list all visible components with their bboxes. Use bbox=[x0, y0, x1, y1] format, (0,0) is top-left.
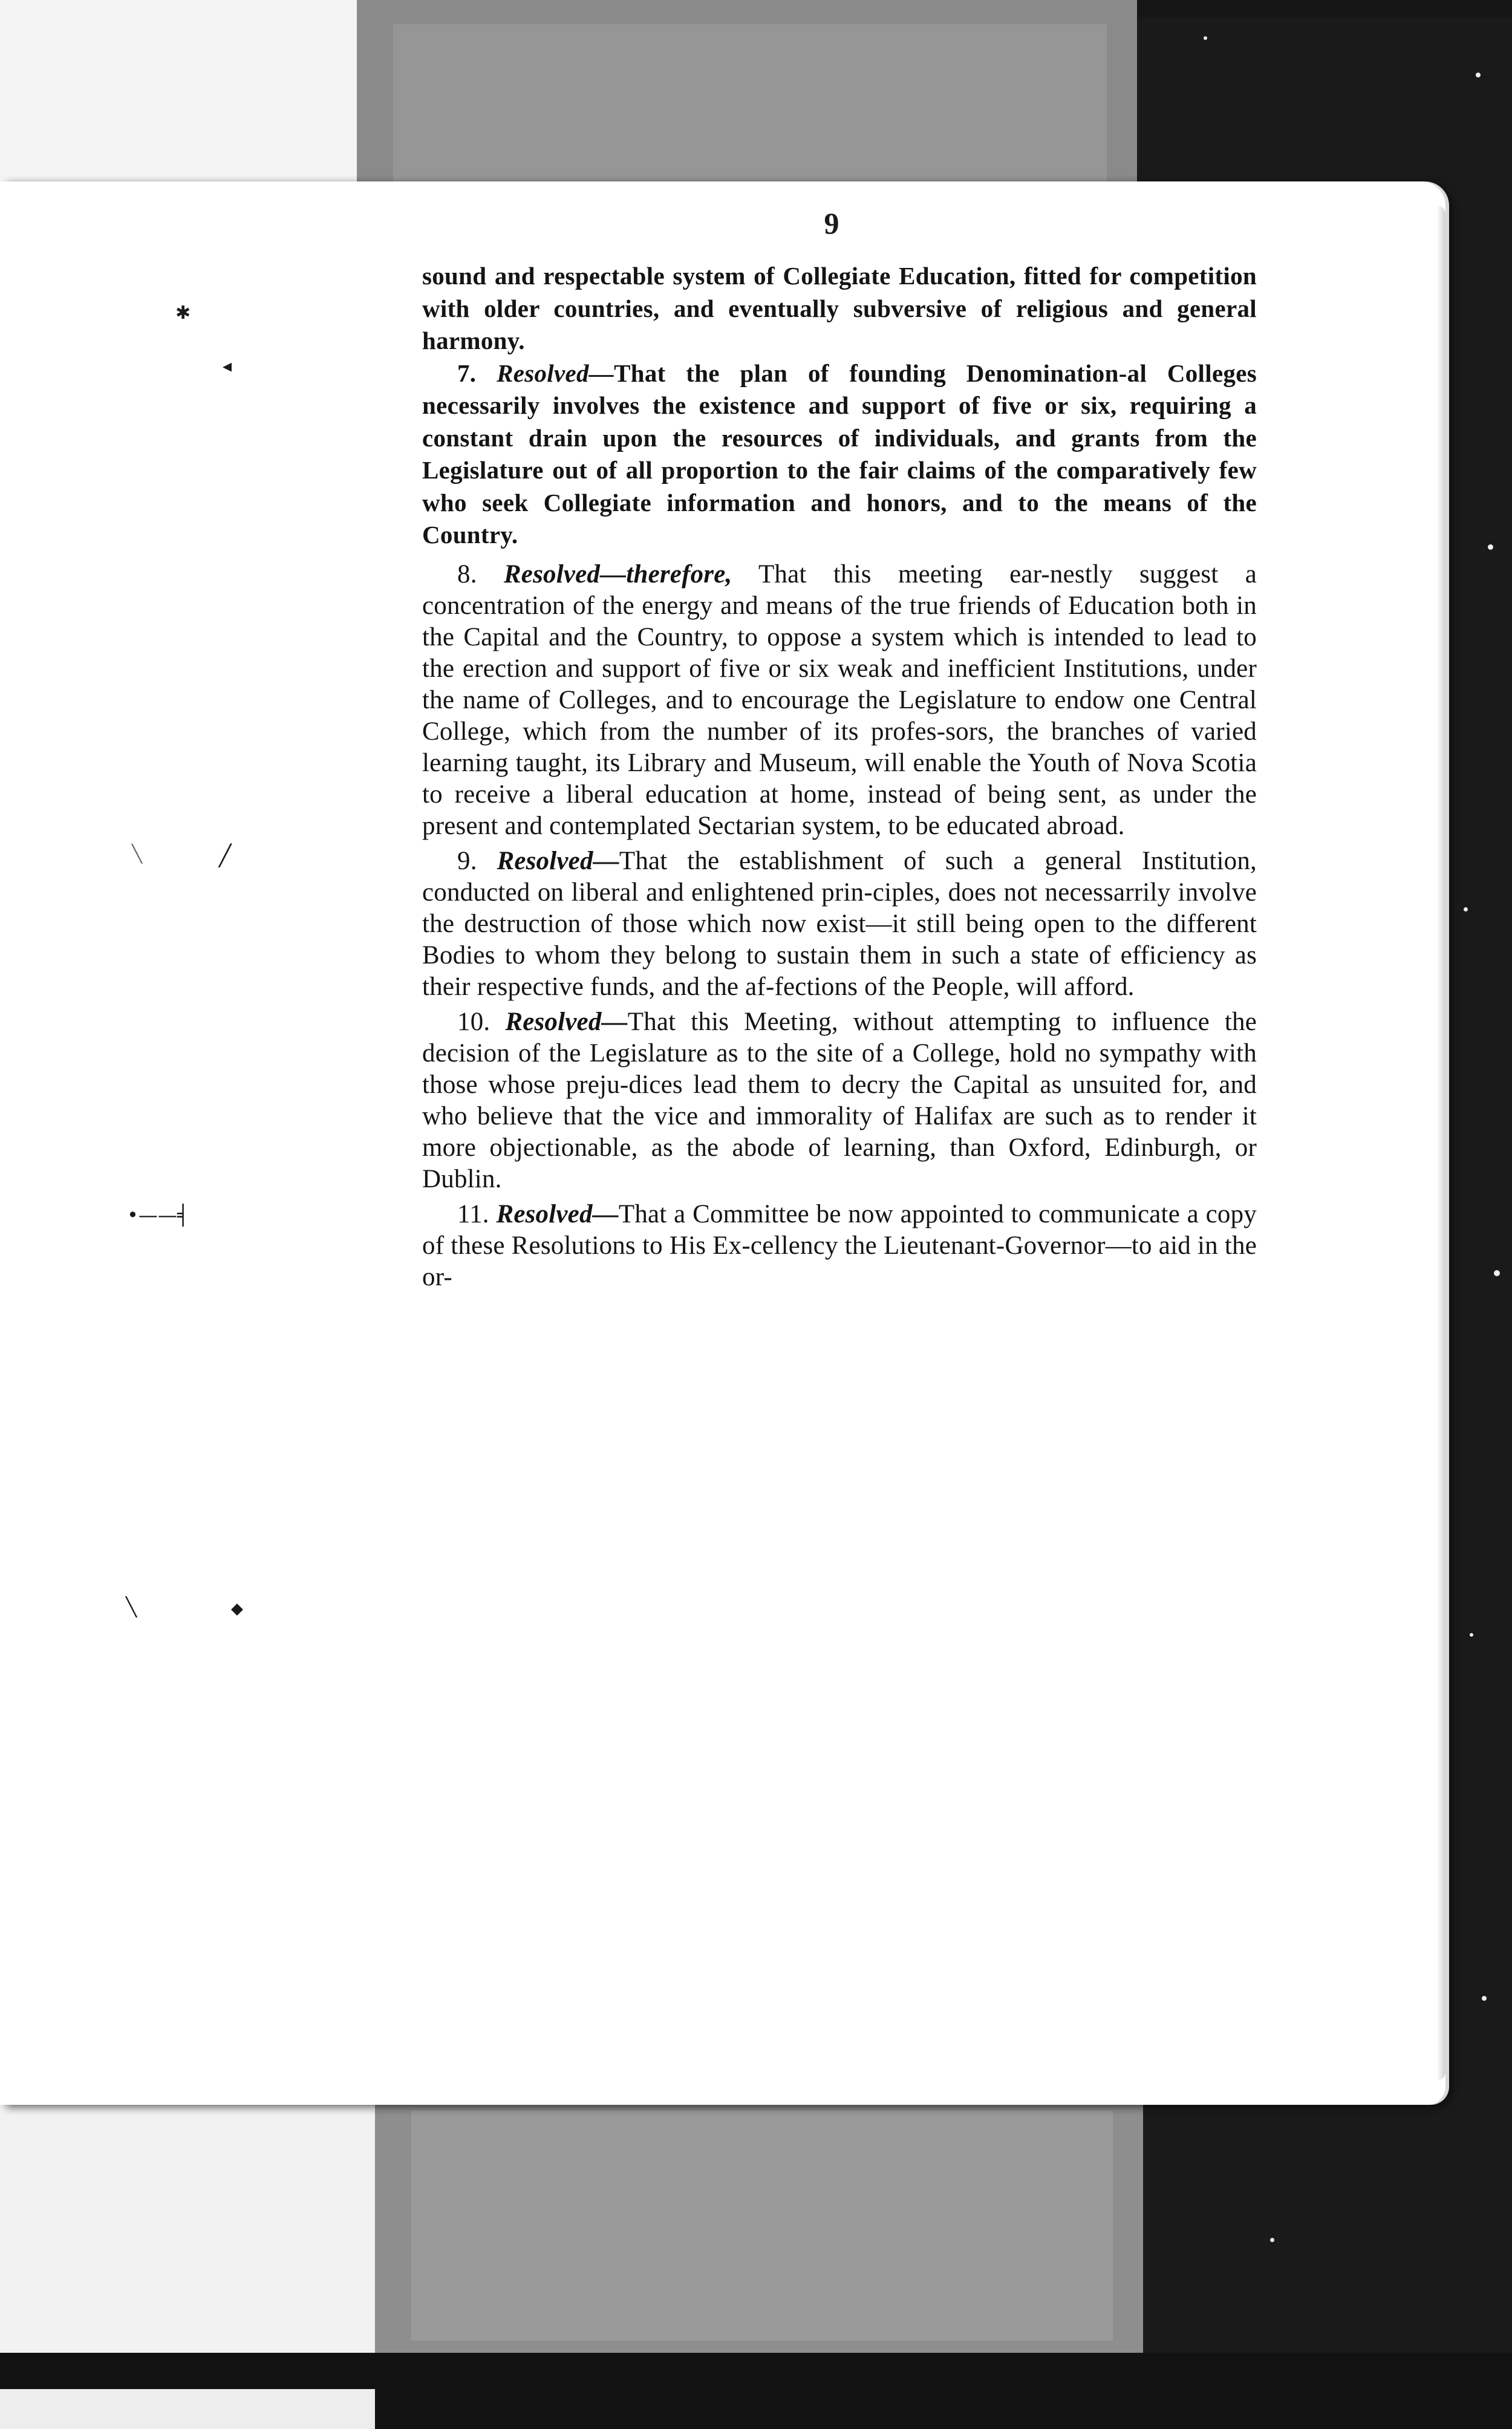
resolution-text: That the plan of founding Denomination-al Colleges necessarily involves the existence and support of five or six, requiring a constant drain upon the resources of individuals, and grants from the Legislature out of all proportion to the fair claims of the comparatively few who seek Collegiate information and honors, and to the means of the Country. bbox=[422, 359, 1257, 549]
dust-speck bbox=[1476, 73, 1481, 77]
binding-strip-bottom-corner bbox=[0, 2389, 375, 2429]
dust-speck bbox=[1270, 2238, 1274, 2242]
margin-mark: ◆ bbox=[231, 1600, 243, 1618]
binding-strip-top-left bbox=[0, 0, 357, 200]
resolution-11 bbox=[422, 1199, 1257, 1293]
resolution-lead: Resolved— bbox=[496, 1199, 619, 1228]
resolution-10 bbox=[422, 1006, 1257, 1195]
resolution-number: 10. bbox=[457, 1007, 490, 1036]
binding-strip-top-inner bbox=[393, 24, 1107, 194]
resolution-lead: Resolved—therefore, bbox=[503, 559, 732, 589]
resolution-text: That this Meeting, without attempting to influence the decision of the Legislature as to the site of a College, hold no sympathy with those whose preju-dices lead them to decry the Capital as unsuited for, and who believe that the vice and immorality of Halifax are such as to render it more objectionable, as the abode of learning, than Oxford, Edinburgh, or Dublin. bbox=[422, 1007, 1257, 1193]
dust-speck bbox=[1204, 36, 1207, 40]
page-text bbox=[422, 260, 1257, 1293]
dust-speck bbox=[1494, 1270, 1500, 1276]
margin-mark: ╲ bbox=[126, 1597, 137, 1618]
resolution-9 bbox=[422, 846, 1257, 1003]
margin-mark: ╲ bbox=[132, 844, 142, 864]
resolution-lead: Resolved— bbox=[497, 359, 614, 387]
resolution-number: 9. bbox=[457, 846, 477, 875]
margin-mark: ◂ bbox=[223, 356, 232, 377]
resolution-7 bbox=[422, 357, 1257, 552]
paragraph-text: sound and respectable system of Collegiate Education, fitted for competition with older countries, and eventually subversive of religious and general harmony. bbox=[422, 262, 1257, 354]
resolution-lead: Resolved— bbox=[505, 1007, 628, 1036]
page-number: 9 bbox=[824, 206, 839, 240]
paragraph-continuation bbox=[422, 260, 1257, 357]
margin-mark: ✱ bbox=[175, 302, 191, 324]
resolution-lead: Resolved— bbox=[497, 846, 619, 875]
page-edge bbox=[1437, 206, 1445, 2081]
binding-strip-bottom-inner bbox=[411, 2111, 1113, 2341]
margin-mark: •——╡ bbox=[127, 1204, 189, 1227]
resolution-number: 11. bbox=[457, 1199, 489, 1228]
resolution-number: 8. bbox=[457, 559, 477, 589]
resolution-text: That the establishment of such a general Institution, conducted on liberal and enlightened prin-ciples, does not necessarrily involve the destruction of those which now exist—it still being open to the different Bodies to whom they belong to sustain them in such a state of efficiency as their respective funds, and the af-fections of the People, will afford. bbox=[422, 846, 1257, 1001]
dust-speck bbox=[1464, 907, 1468, 911]
dust-speck bbox=[1470, 1633, 1473, 1637]
dust-speck bbox=[1488, 544, 1493, 550]
resolution-8 bbox=[422, 559, 1257, 842]
resolution-number: 7. bbox=[457, 359, 477, 387]
margin-mark: ╱ bbox=[219, 844, 232, 868]
resolution-text: That a Committee be now appointed to communicate a copy of these Resolutions to His Ex-cellency the Lieutenant-Governor—to aid in the or- bbox=[422, 1199, 1257, 1291]
resolution-text: That this meeting ear-nestly suggest a concentration of the energy and means of the true friends of Education both in the Capital and the Country, to oppose a system which is intended to lead to the erection and support of five or six weak and inefficient Institutions, under the name of Colleges, and to encourage the Legislature to endow one Central College, which from the number of its profes-sors, the branches of varied learning taught, its Library and Museum, will enable the Youth of Nova Scotia to receive a liberal education at home, instead of being sent, as under the present and contemplated Sectarian system, to be educated abroad. bbox=[422, 559, 1257, 840]
dust-speck bbox=[1482, 1996, 1487, 2001]
